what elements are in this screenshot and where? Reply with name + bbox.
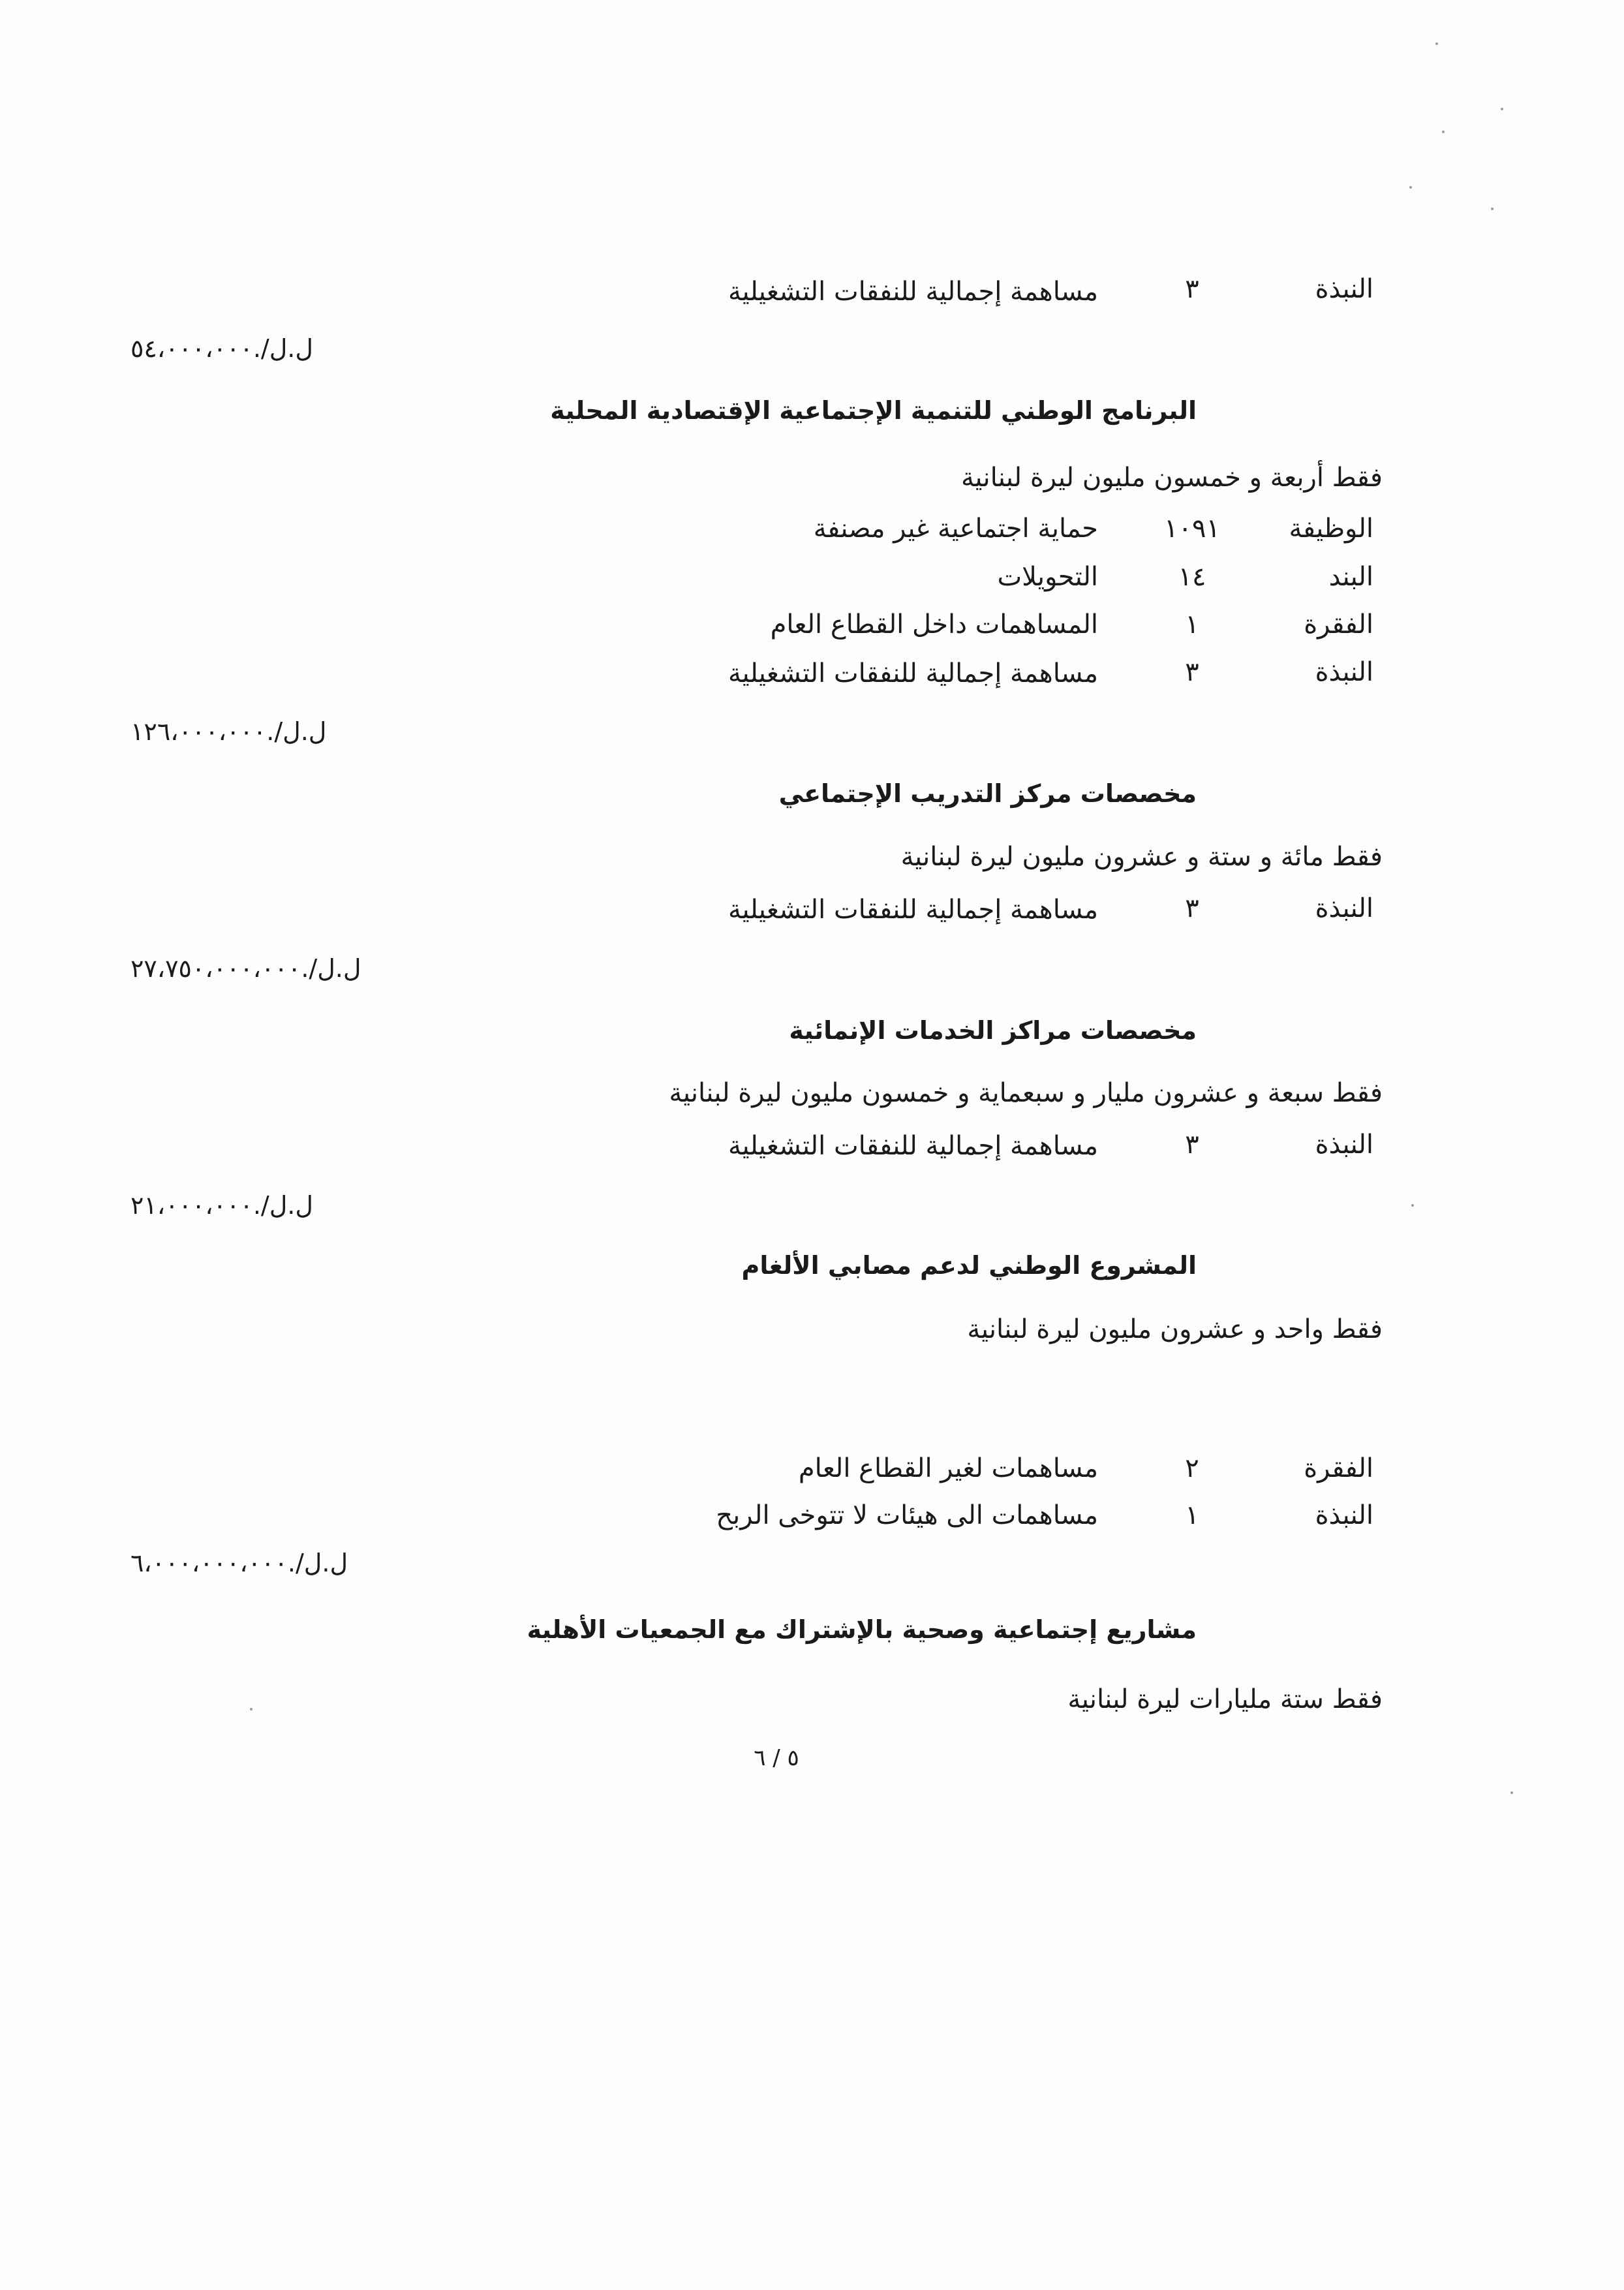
row-label: الفقرة (1304, 1453, 1373, 1483)
currency-label: ل.ل/. (301, 954, 361, 983)
amount-line (130, 956, 393, 981)
total-in-words: فقط أربعة و خمسون مليون ليرة لبنانية (960, 463, 1383, 493)
section-heading: البرنامج الوطني للتنمية الإجتماعية الإقتصادية المحلية (550, 396, 1197, 425)
section-heading: مخصصات مراكز الخدمات الإنمائية (789, 1016, 1197, 1045)
amount-value: ٦،٠٠٠،٠٠٠،٠٠٠ (130, 1549, 288, 1577)
amount-line (130, 1193, 345, 1218)
total-in-words: فقط واحد و عشرون مليون ليرة لبنانية (967, 1314, 1383, 1344)
amount-line (130, 336, 345, 361)
total-in-words: فقط مائة و ستة و عشرون مليون ليرة لبنانية (900, 842, 1383, 872)
amount-line (130, 1551, 379, 1575)
currency-label: ل.ل/. (287, 1549, 348, 1577)
amount-value: ٥٤،٠٠٠،٠٠٠ (130, 334, 253, 363)
row-code: ٣ (1185, 893, 1199, 923)
scan-speck (1435, 42, 1438, 45)
section-heading: مخصصات مركز التدريب الإجتماعي (778, 779, 1197, 808)
currency-label: ل.ل/. (266, 717, 327, 746)
scan-speck (1409, 186, 1412, 189)
section-heading: مشاريع إجتماعية وصحية بالإشتراك مع الجمعيات الأهلية (527, 1615, 1197, 1644)
row-code: ١٤ (1178, 562, 1206, 592)
row-description: المساهمات داخل القطاع العام (770, 610, 1098, 640)
row-description: مساهمة إجمالية للنفقات التشغيلية (728, 1131, 1098, 1161)
scan-speck (1491, 208, 1494, 210)
total-in-words: فقط سبعة و عشرون مليار و سبعماية و خمسون مليون ليرة لبنانية (669, 1078, 1383, 1108)
currency-label: ل.ل/. (253, 334, 313, 363)
row-description: مساهمة إجمالية للنفقات التشغيلية (728, 277, 1098, 307)
row-code: ٣ (1185, 657, 1199, 687)
amount-value: ٢٧،٧٥٠،٠٠٠،٠٠٠ (130, 954, 301, 983)
row-code: ١ (1185, 1500, 1199, 1530)
row-label: النبذة (1315, 893, 1373, 923)
amount-value: ٢١،٠٠٠،٠٠٠ (130, 1191, 253, 1220)
row-description: مساهمة إجمالية للنفقات التشغيلية (728, 658, 1098, 689)
row-code: ١ (1185, 610, 1199, 640)
amount-value: ١٢٦،٠٠٠،٠٠٠ (130, 717, 267, 746)
scan-speck (1442, 131, 1445, 133)
row-description: حماية اجتماعية غير مصنفة (813, 514, 1098, 544)
row-label: النبذة (1315, 274, 1373, 304)
scan-speck (1501, 108, 1503, 110)
row-label: البند (1328, 562, 1373, 592)
page-number: ٥ / ٦ (754, 1745, 799, 1771)
row-label: النبذة (1315, 657, 1373, 687)
row-description: مساهمات الى هيئات لا تتوخى الربح (716, 1500, 1098, 1530)
section-heading: المشروع الوطني لدعم مصابي الألغام (741, 1251, 1197, 1280)
row-description: التحويلات (997, 562, 1098, 592)
amount-line (130, 719, 358, 744)
row-code: ٢ (1185, 1453, 1199, 1483)
row-code: ٣ (1185, 1130, 1199, 1160)
currency-label: ل.ل/. (253, 1191, 313, 1220)
scan-speck (250, 1708, 253, 1710)
row-label: الوظيفة (1289, 514, 1373, 544)
scan-speck (1510, 1791, 1513, 1794)
row-description: مساهمة إجمالية للنفقات التشغيلية (728, 895, 1098, 925)
row-description: مساهمات لغير القطاع العام (798, 1453, 1098, 1483)
scan-speck (1411, 1204, 1414, 1207)
row-code: ٣ (1185, 274, 1199, 304)
row-label: النبذة (1315, 1500, 1373, 1530)
row-label: النبذة (1315, 1130, 1373, 1160)
total-in-words: فقط ستة مليارات ليرة لبنانية (1067, 1684, 1383, 1714)
row-code: ١٠٩١ (1164, 514, 1220, 544)
row-label: الفقرة (1304, 610, 1373, 640)
